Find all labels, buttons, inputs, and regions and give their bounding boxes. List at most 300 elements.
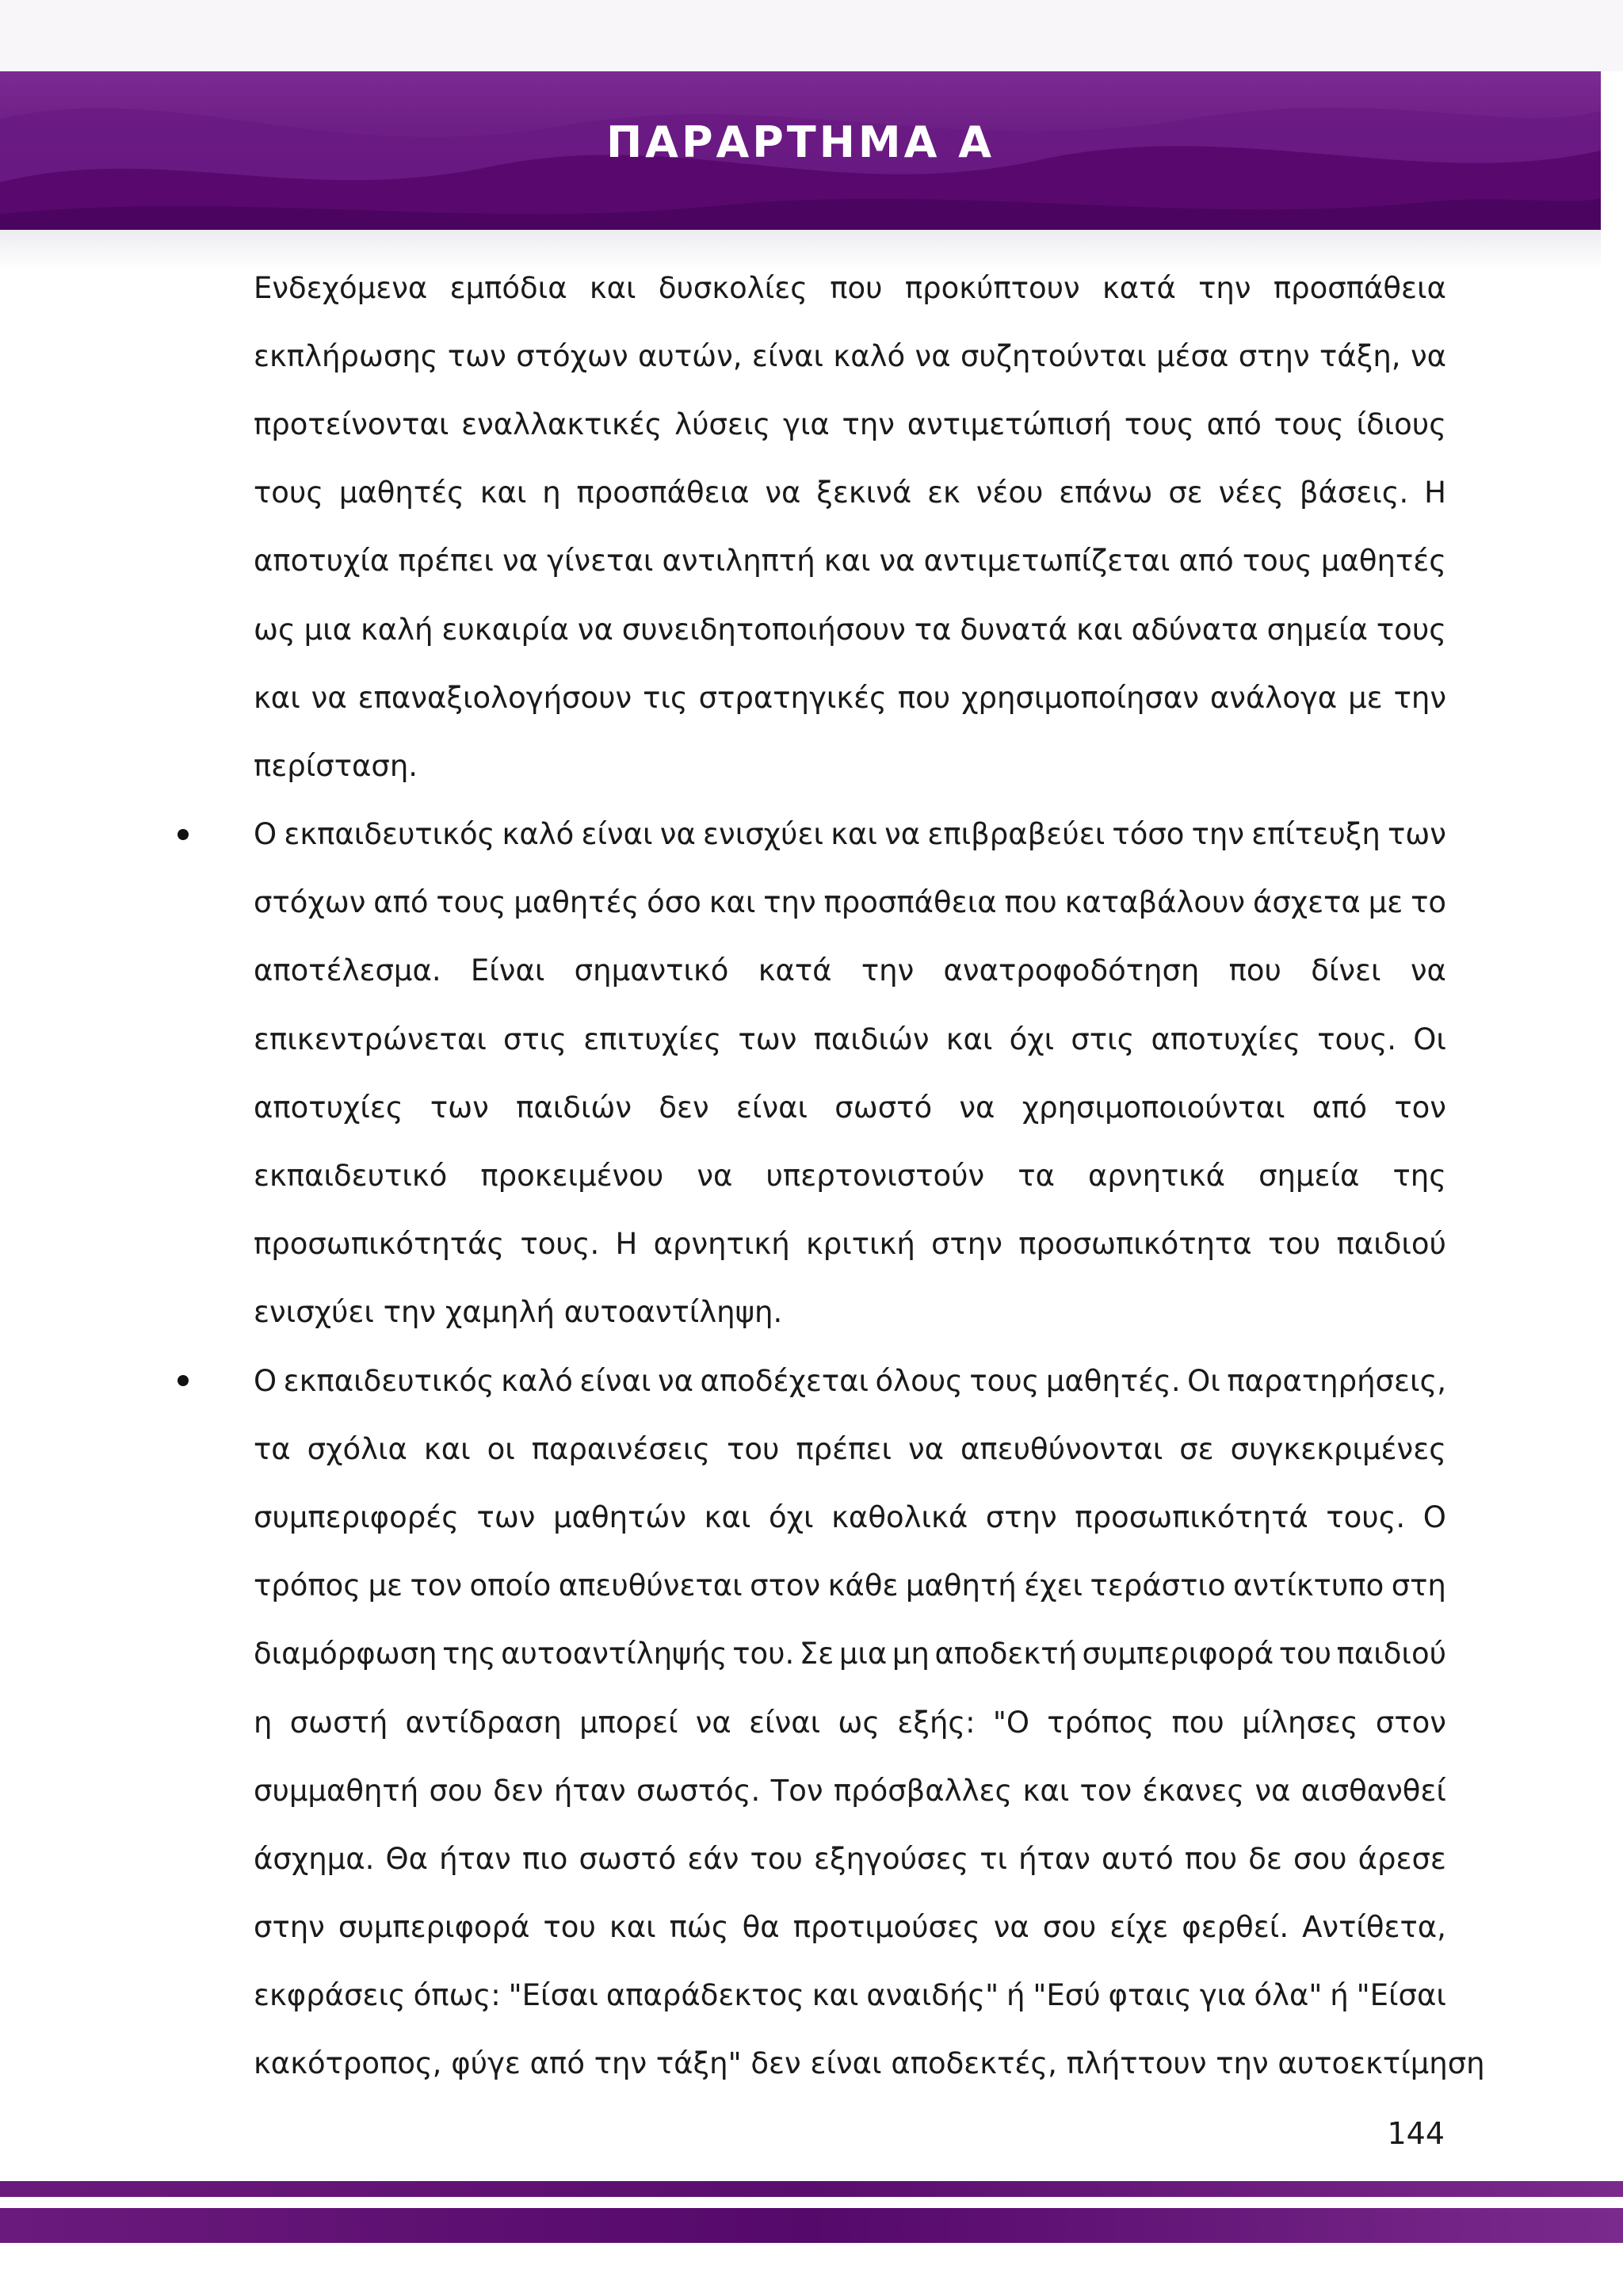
word: να — [697, 1159, 733, 1194]
word: ως — [254, 612, 296, 647]
word: πώς — [669, 1910, 729, 1945]
word: σε — [1179, 1431, 1214, 1466]
word: αποδεκτή — [934, 1637, 1077, 1671]
word: πρέπει — [398, 544, 494, 579]
word: σημεία — [1266, 612, 1369, 647]
word: καλό — [833, 338, 906, 373]
word: να — [907, 1431, 944, 1466]
word: εάν — [687, 1841, 739, 1876]
word: από — [1312, 1090, 1368, 1125]
word: των — [447, 338, 506, 373]
word: αποτυχίες — [1151, 1022, 1301, 1056]
word: κατά — [758, 953, 832, 988]
text-line — [254, 1141, 1446, 1209]
word: Ο — [254, 1363, 277, 1398]
word: στόχων — [516, 338, 628, 373]
word: των — [430, 1090, 489, 1125]
word: Είναι — [470, 953, 545, 988]
word: είχε — [1109, 1910, 1169, 1945]
word: στη — [1391, 1568, 1446, 1603]
word: συμπεριφορά — [338, 1910, 530, 1945]
word: του — [750, 1841, 803, 1876]
text-line — [254, 322, 1446, 390]
word: στις — [1071, 1022, 1135, 1056]
word: ανάλογα — [1209, 680, 1338, 715]
word: "Εσύ — [1033, 1978, 1101, 2013]
word: τις — [643, 680, 688, 715]
word: με — [1368, 885, 1403, 920]
word: πρόσβαλλες — [833, 1773, 1013, 1808]
word: ενισχύει — [703, 817, 823, 852]
text-line — [254, 1620, 1446, 1688]
word: είναι — [581, 817, 653, 852]
word: και — [823, 544, 871, 579]
word: συμμαθητή — [254, 1773, 419, 1808]
text-line — [254, 800, 1446, 869]
word: δε — [1248, 1841, 1282, 1876]
word: εμπόδια — [449, 270, 567, 305]
text-line — [254, 1073, 1446, 1141]
word: συμπεριφορές — [254, 1499, 459, 1534]
word: απευθύνεται — [558, 1568, 743, 1603]
word: συζητούνται — [960, 338, 1147, 373]
word: να — [765, 476, 801, 510]
word: καλό — [502, 817, 575, 852]
word: για — [1199, 1978, 1247, 2013]
word: με — [1348, 680, 1383, 715]
word: να — [657, 1363, 694, 1398]
word: αποτυχίες — [254, 1090, 403, 1125]
word: σωστή — [289, 1705, 388, 1740]
word: τους — [1274, 407, 1344, 441]
word: ως — [838, 1705, 880, 1740]
word: αυτών, — [638, 338, 743, 373]
word: βάσεις. — [1299, 476, 1409, 510]
word: Η — [615, 1227, 638, 1262]
word: διαμόρφωση — [254, 1637, 437, 1671]
word: τον — [410, 1568, 463, 1603]
word: Ο — [254, 817, 277, 852]
word: εναλλακτικές — [461, 407, 663, 441]
word: η — [254, 1705, 273, 1740]
word: αποτέλεσμα. — [254, 953, 441, 988]
word: έκανες — [1142, 1773, 1245, 1808]
word: από — [1206, 407, 1262, 441]
word: αντιμετωπίζεται — [923, 544, 1170, 579]
text-line — [254, 595, 1446, 663]
word: οι — [487, 1431, 515, 1466]
word: συγκεκριμένες — [1230, 1431, 1446, 1466]
word: να — [311, 680, 347, 715]
word: προσωπικότητα — [1018, 1227, 1252, 1262]
word: μια — [304, 612, 353, 647]
word: μη — [892, 1637, 930, 1671]
word: και — [589, 270, 636, 305]
word: στην — [985, 1499, 1057, 1534]
word: φταις — [1108, 1978, 1192, 2013]
word: και — [812, 1978, 859, 2013]
word: όσο — [647, 885, 701, 920]
word: τους — [1124, 407, 1194, 441]
text-line — [254, 732, 1446, 800]
word: αυτοαντίληψής — [501, 1637, 727, 1671]
word: ίδιους — [1356, 407, 1446, 441]
word: όλα" — [1254, 1978, 1323, 2013]
word: αδύνατα — [1131, 612, 1258, 647]
word: να — [915, 338, 951, 373]
top-margin — [0, 0, 1623, 71]
word: που — [1184, 1841, 1238, 1876]
text-line — [254, 2030, 1485, 2098]
word: αρνητική — [653, 1227, 790, 1262]
word: να — [993, 1910, 1029, 1945]
word: σημεία — [1258, 1159, 1360, 1194]
word: εκπλήρωσης — [254, 338, 438, 373]
word: την — [1198, 270, 1251, 305]
word: Σε — [799, 1637, 834, 1671]
word: και — [1022, 1773, 1070, 1808]
word: ανατροφοδότηση — [943, 953, 1200, 988]
text-line — [254, 1824, 1446, 1893]
word: την — [1393, 680, 1446, 715]
word: τους — [436, 885, 506, 920]
word: ευκαιρία — [441, 612, 569, 647]
word: αντίκτυπο — [1232, 1568, 1384, 1603]
word: μαθητές — [514, 885, 640, 920]
main-text — [254, 254, 1485, 2098]
text-line — [254, 1893, 1446, 1962]
word: παιδιού — [1336, 1637, 1446, 1671]
word: σωστός. — [636, 1773, 761, 1808]
word: συμπεριφορά — [1082, 1637, 1274, 1671]
word: και — [708, 885, 756, 920]
word: καλό — [501, 1363, 573, 1398]
word: παραινέσεις — [531, 1431, 711, 1466]
word: προσπάθεια — [576, 476, 750, 510]
word: επικεντρώνεται — [254, 1022, 487, 1056]
word: στόχων — [254, 885, 366, 920]
word: να — [1410, 953, 1446, 988]
page-number: 144 — [1387, 2116, 1445, 2151]
word: να — [577, 612, 613, 647]
word: επιτυχίες — [583, 1022, 722, 1056]
word: του. — [732, 1637, 795, 1671]
word: την — [1191, 817, 1245, 852]
word: σε — [1168, 476, 1203, 510]
word: σου — [429, 1773, 483, 1808]
word: στον — [1375, 1705, 1446, 1740]
word: επιβραβεύει — [927, 817, 1106, 852]
word: ξεκινά — [816, 476, 912, 510]
word: σου — [1042, 1910, 1097, 1945]
word: προσπάθεια — [823, 885, 997, 920]
word: ήταν — [553, 1773, 626, 1808]
word: χρησιμοποιούνται — [1022, 1090, 1285, 1125]
word: που — [1228, 953, 1281, 988]
word: τα — [1018, 1159, 1055, 1194]
word: Τον — [770, 1773, 823, 1808]
page-title: ΠΑΡΑΡΤΗΜΑ Α — [605, 117, 995, 167]
word: θα — [742, 1910, 780, 1945]
word: ήταν — [1018, 1841, 1090, 1876]
text-line — [254, 1962, 1446, 2030]
word: αντίδραση — [405, 1705, 562, 1740]
word: Ο — [1423, 1499, 1446, 1534]
word: τάξη, — [1319, 338, 1401, 373]
word: νέες — [1218, 476, 1285, 510]
word: την — [763, 885, 816, 920]
word: αποδέχεται — [700, 1363, 869, 1398]
text-line — [254, 1756, 1446, 1824]
word: δεν — [659, 1090, 709, 1125]
word: να — [884, 817, 921, 852]
text-line — [254, 937, 1446, 1005]
word: πρέπει — [796, 1431, 892, 1466]
word: και — [479, 476, 527, 510]
text-line — [254, 527, 1446, 595]
word: είναι — [735, 1090, 808, 1125]
word: να — [695, 1705, 731, 1740]
word: "Ο — [992, 1705, 1029, 1740]
word: των — [1388, 817, 1446, 852]
word: καθολικά — [831, 1499, 968, 1534]
word: προκύπτουν — [904, 270, 1080, 305]
word: να — [879, 544, 915, 579]
text-line — [254, 869, 1446, 937]
word: εκ — [927, 476, 960, 510]
word: αναιδής" — [866, 1978, 999, 2013]
word: παρατηρήσεις, — [1227, 1363, 1446, 1398]
word: όχι — [768, 1499, 814, 1534]
word: δεν — [493, 1773, 544, 1808]
word: προτιμούσες — [792, 1910, 980, 1945]
word: μαθητή — [905, 1568, 1017, 1603]
word: σωστό — [834, 1090, 933, 1125]
text-line — [254, 459, 1446, 527]
line-text: κακότροπος, φύγε από την τάξη" δεν είναι αποδεκτές, πλήττουν την αυτοεκτίμηση — [254, 2046, 1485, 2081]
word: σχόλια — [307, 1431, 407, 1466]
word: τους. — [1326, 1499, 1406, 1534]
word: καλή — [360, 612, 433, 647]
word: στην — [931, 1227, 1002, 1262]
word: και — [423, 1431, 471, 1466]
word: "Είσαι — [1356, 1978, 1446, 2013]
word: αποτυχία — [254, 544, 390, 579]
word: να — [959, 1090, 995, 1125]
word: παιδιού — [1336, 1227, 1446, 1262]
word: παιδιών — [516, 1090, 632, 1125]
word: Θα — [385, 1841, 428, 1876]
word: τα — [914, 612, 952, 647]
word: τρόπος — [1047, 1705, 1155, 1740]
word: υπερτονιστούν — [766, 1159, 985, 1194]
word: τους. — [1317, 1022, 1397, 1056]
word: ή — [1330, 1978, 1349, 2013]
bullet-icon — [178, 1375, 189, 1386]
word: νέου — [976, 476, 1044, 510]
line-text: ενισχύει την χαμηλή αυτοαντίληψη. — [254, 1295, 783, 1330]
word: μέσα — [1156, 338, 1229, 373]
word: κριτική — [805, 1227, 915, 1262]
word: του — [1278, 1637, 1332, 1671]
word: με — [368, 1568, 403, 1603]
line-text: περίσταση. — [254, 748, 418, 783]
word: του — [543, 1910, 596, 1945]
word: δυνατά — [960, 612, 1068, 647]
word: στην — [1238, 338, 1310, 373]
word: τρόπος — [254, 1568, 361, 1603]
word: από — [1178, 544, 1234, 579]
word: τόσο — [1112, 817, 1185, 852]
word: έχει — [1024, 1568, 1083, 1603]
word: εκπαιδευτικό — [254, 1159, 448, 1194]
word: μπορεί — [579, 1705, 678, 1740]
text-line — [254, 390, 1446, 458]
word: γίνεται — [547, 544, 654, 579]
text-line — [254, 1415, 1446, 1483]
word: ή — [1006, 1978, 1025, 2013]
word: καταβάλουν — [1064, 885, 1246, 920]
word: των — [476, 1499, 536, 1534]
word: οποίο — [469, 1568, 552, 1603]
text-line — [254, 1210, 1446, 1278]
word: η — [542, 476, 561, 510]
word: εκφράσεις — [254, 1978, 406, 2013]
word: αισθανθεί — [1300, 1773, 1446, 1808]
word: της — [1392, 1159, 1446, 1194]
word: των — [738, 1022, 797, 1056]
word: μαθητές — [1320, 544, 1446, 579]
word: δίνει — [1311, 953, 1381, 988]
word: δυσκολίες — [658, 270, 808, 305]
word: στις — [503, 1022, 567, 1056]
word: τους — [969, 1363, 1040, 1398]
word: τι — [980, 1841, 1008, 1876]
word: όλους — [875, 1363, 963, 1398]
word: "Είσαι — [508, 1978, 598, 2013]
text-line — [254, 1688, 1446, 1756]
word: στον — [750, 1568, 821, 1603]
header-banner — [0, 71, 1601, 230]
word: συνειδητοποιήσουν — [621, 612, 906, 647]
word: του — [1267, 1227, 1321, 1262]
word: που — [830, 270, 883, 305]
word: Οι — [1413, 1022, 1446, 1056]
word: τους — [1242, 544, 1312, 579]
text-line — [254, 1005, 1446, 1073]
word: είναι — [749, 1705, 821, 1740]
word: στην — [254, 1910, 325, 1945]
word: τεράστιο — [1090, 1568, 1226, 1603]
word: Αντίθετα, — [1302, 1910, 1446, 1945]
word: μια — [838, 1637, 888, 1671]
word: επίτευξη — [1251, 817, 1381, 852]
word: είναι — [579, 1363, 651, 1398]
word: να — [1410, 338, 1446, 373]
word: και — [609, 1910, 656, 1945]
word: και — [704, 1499, 751, 1534]
footer-bar-thick — [0, 2208, 1623, 2243]
word: και — [831, 817, 877, 852]
word: Η — [1424, 476, 1446, 510]
word: τους — [1376, 612, 1446, 647]
word: πιο — [521, 1841, 568, 1876]
word: Οι — [1187, 1363, 1220, 1398]
word: αρνητικά — [1088, 1159, 1226, 1194]
footer-bar-thin — [0, 2181, 1623, 2197]
word: φερθεί. — [1182, 1910, 1289, 1945]
word: που — [1171, 1705, 1224, 1740]
word: εκπαιδευτικός — [284, 817, 495, 852]
word: το — [1411, 885, 1446, 920]
word: άσχημα. — [254, 1841, 375, 1876]
word: αντιληπτή — [662, 544, 815, 579]
word: εξηγούσες — [813, 1841, 969, 1876]
word: και — [945, 1022, 993, 1056]
word: μαθητές. — [1045, 1363, 1181, 1398]
word: να — [659, 817, 696, 852]
text-line — [254, 254, 1446, 322]
word: προσωπικότητά — [1075, 1499, 1308, 1534]
word: σωστό — [579, 1841, 677, 1876]
word: σημαντικό — [574, 953, 729, 988]
word: μαθητές — [338, 476, 464, 510]
text-line — [254, 1347, 1446, 1415]
word: όπως: — [413, 1978, 501, 2013]
bullet-icon — [178, 829, 189, 840]
word: είναι — [751, 338, 824, 373]
word: προτείνονται — [254, 407, 449, 441]
word: την — [842, 407, 895, 441]
word: αυτό — [1102, 1841, 1174, 1876]
word: τους — [254, 476, 324, 510]
word: την — [861, 953, 915, 988]
word: εξής: — [897, 1705, 976, 1740]
word: της — [442, 1637, 496, 1671]
word: παιδιών — [813, 1022, 930, 1056]
word: επαναξιολογήσουν — [357, 680, 632, 715]
word: άρεσε — [1358, 1841, 1446, 1876]
word: απαράδεκτος — [605, 1978, 804, 2013]
word: να — [502, 544, 539, 579]
word: Ενδεχόμενα — [254, 270, 428, 305]
word: του — [727, 1431, 780, 1466]
word: σου — [1293, 1841, 1347, 1876]
word: προσωπικότητάς — [254, 1227, 505, 1262]
word: τον — [1079, 1773, 1132, 1808]
word: λύσεις — [674, 407, 771, 441]
word: τους. — [520, 1227, 600, 1262]
word: και — [254, 680, 300, 715]
word: εκπαιδευτικός — [283, 1363, 495, 1398]
word: απευθύνονται — [960, 1431, 1163, 1466]
word: ήταν — [439, 1841, 511, 1876]
word: αντιμετώπισή — [907, 407, 1113, 441]
word: στρατηγικές — [698, 680, 887, 715]
word: κατά — [1102, 270, 1176, 305]
word: μαθητών — [553, 1499, 687, 1534]
word: από — [373, 885, 429, 920]
word: κάθε — [827, 1568, 899, 1603]
word: άσχετα — [1252, 885, 1361, 920]
text-line — [254, 1552, 1446, 1620]
word: να — [1254, 1773, 1291, 1808]
word: προκειμένου — [480, 1159, 664, 1194]
word: τα — [254, 1431, 291, 1466]
word: που — [897, 680, 951, 715]
word: που — [1004, 885, 1057, 920]
word: προσπάθεια — [1273, 270, 1446, 305]
